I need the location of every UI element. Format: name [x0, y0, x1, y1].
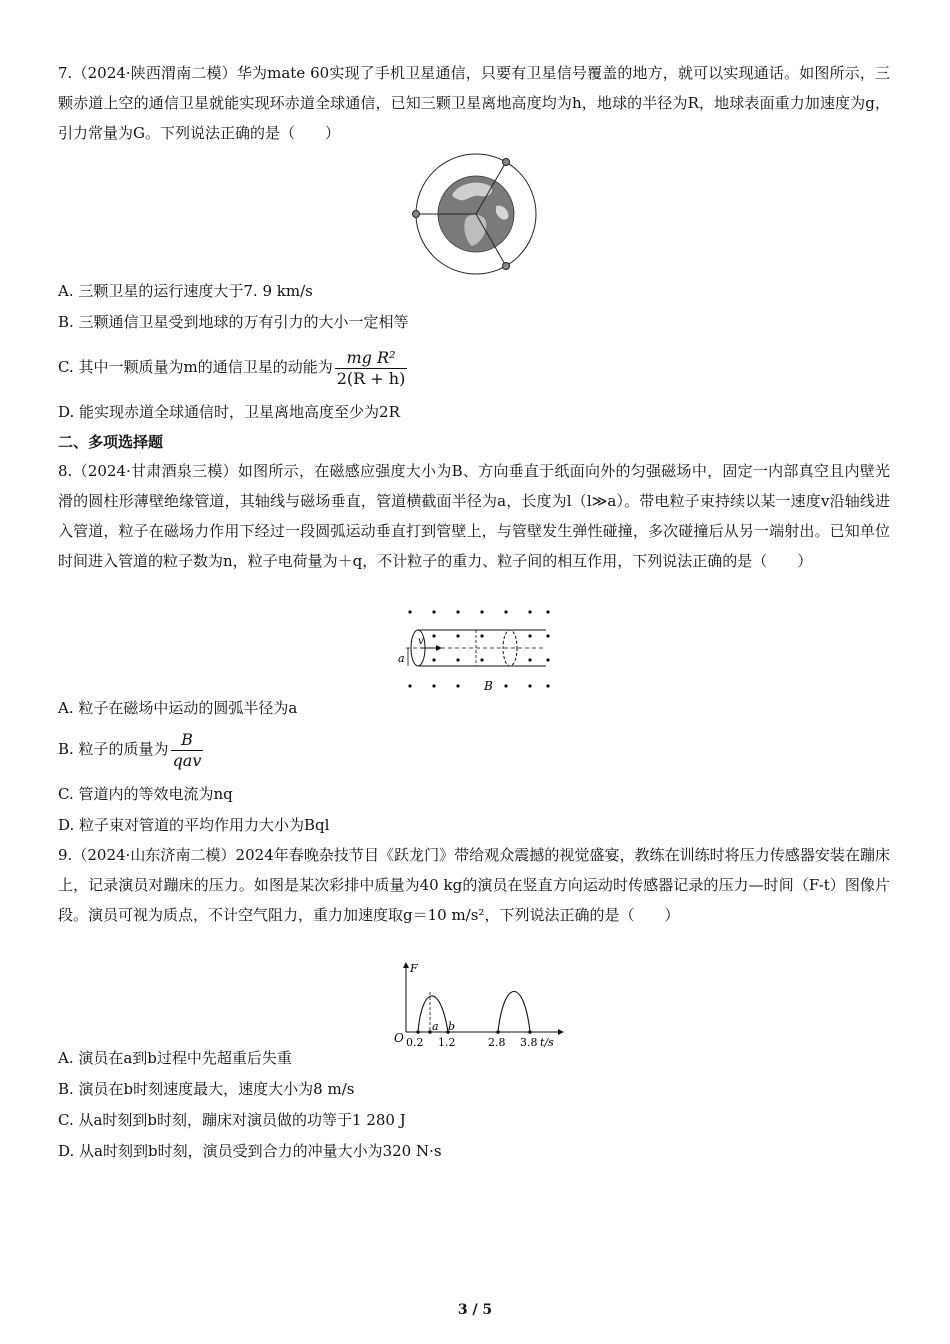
label-v: v [418, 636, 424, 647]
q8-option-c: C. 管道内的等效电流为nq [58, 785, 233, 803]
y-axis-label: F [410, 962, 418, 975]
q8-option-d: D. 粒子束对管道的平均作用力大小为Bql [58, 816, 330, 834]
q8-option-b-fraction [171, 730, 204, 771]
tick-label-1: 1.2 [438, 1036, 456, 1048]
satellite-2 [503, 263, 510, 270]
q9-option-b: B. 演员在b时刻速度最大，速度大小为8 m/s [58, 1080, 355, 1098]
pulse-2 [498, 992, 530, 1033]
q7-option-c [58, 344, 407, 390]
x-axis-label: t/s [540, 1036, 554, 1048]
label-B: B [484, 679, 493, 693]
pipe-figure [396, 604, 556, 694]
tick-label-0: 0.2 [406, 1036, 424, 1048]
point-b-label: b [448, 1020, 456, 1033]
page-number: 3 / 5 [457, 1302, 493, 1318]
point-02 [416, 1030, 420, 1034]
force-time-graph [390, 960, 570, 1048]
q7-option-c-numerator: mg R² [335, 348, 408, 369]
q7-option-c-fraction [335, 348, 408, 389]
satellite-3 [413, 211, 420, 218]
satellite-figure [410, 152, 542, 278]
tick-label-3: 3.8 [520, 1036, 538, 1048]
x-axis-arrow [558, 1029, 564, 1035]
q8-stem: 8.（2024·甘肃酒泉三模）如图所示，在磁感应强度大小为B、方向垂直于纸面向外的匀强磁场中，固定一内部真空且内壁光滑的圆柱形薄壁绝缘管道，其轴线与磁场垂直，管道横截面半径为a，长度为l（l≫a）。带电粒子束持续以某一速度v沿轴线进入管道，粒子在磁场力作用下经过一段圆弧运动垂直打到管壁上，与管壁发生弹性碰撞，多次碰撞后从另一端射出。已知单位时间进入管道的粒子数为n，粒子电荷量为＋q，不计粒子的重力、粒子间的相互作用，下列说法正确的是（ ） [58, 462, 890, 570]
q9-option-c: C. 从a时刻到b时刻，蹦床对演员做的功等于1 280 J [58, 1111, 406, 1129]
satellite-1 [503, 159, 510, 166]
point-28 [496, 1030, 500, 1034]
q9-option-d: D. 从a时刻到b时刻，演员受到合力的冲量大小为320 N·s [58, 1142, 442, 1160]
label-a: a [398, 652, 405, 665]
q7-stem: 7.（2024·陕西渭南二模）华为mate 60实现了手机卫星通信，只要有卫星信号覆盖的地方，就可以实现通话。如图所示，三颗赤道上空的通信卫星就能实现环赤道全球通信，已知三颗卫星离地高度均为h，地球的半径为R，地球表面重力加速度为g，引力常量为G。下列说法正确的是（ ） [58, 64, 890, 142]
magnetic-field-dots [408, 610, 549, 687]
q7-option-b: B. 三颗通信卫星受到地球的万有引力的大小一定相等 [58, 313, 409, 331]
q9-stem: 9.（2024·山东济南二模）2024年春晚杂技节目《跃龙门》带给观众震撼的视觉盛宴，教练在训练时将压力传感器安装在蹦床上，记录演员对蹦床的压力。如图是某次彩排中质量为40 kg的演员在竖直方向运动时传感器记录的压力—时间（F-t）图像片段。演员可视为质点，不计空气阻力，重力加速度取g＝10 m/s²，下列说法正确的是（ ） [58, 846, 890, 924]
q8-option-b-text: B. 粒子的质量为 [58, 740, 169, 758]
q7-option-a: A. 三颗卫星的运行速度大于7. 9 km/s [58, 282, 313, 300]
section-title: 二、多项选择题 [58, 433, 164, 451]
q7-option-c-denominator: 2(R + h) [336, 368, 406, 388]
q9-option-a: A. 演员在a到b过程中先超重后失重 [58, 1049, 292, 1067]
velocity-arrow-head [436, 645, 442, 651]
q8-option-b-numerator: B [171, 730, 204, 751]
point-a-label: a [432, 1020, 439, 1033]
q8-option-b-denominator: qav [172, 750, 202, 770]
origin-label: O [394, 1031, 404, 1045]
q8-option-b [58, 726, 203, 772]
q7-option-d: D. 能实现赤道全球通信时，卫星离地高度至少为2R [58, 403, 400, 421]
q7-option-c-text: C. 其中一颗质量为m的通信卫星的动能为 [58, 358, 333, 376]
point-38 [528, 1030, 532, 1034]
tick-label-2: 2.8 [488, 1036, 506, 1048]
y-axis-arrow [403, 962, 409, 968]
q8-option-a: A. 粒子在磁场中运动的圆弧半径为a [58, 699, 298, 717]
